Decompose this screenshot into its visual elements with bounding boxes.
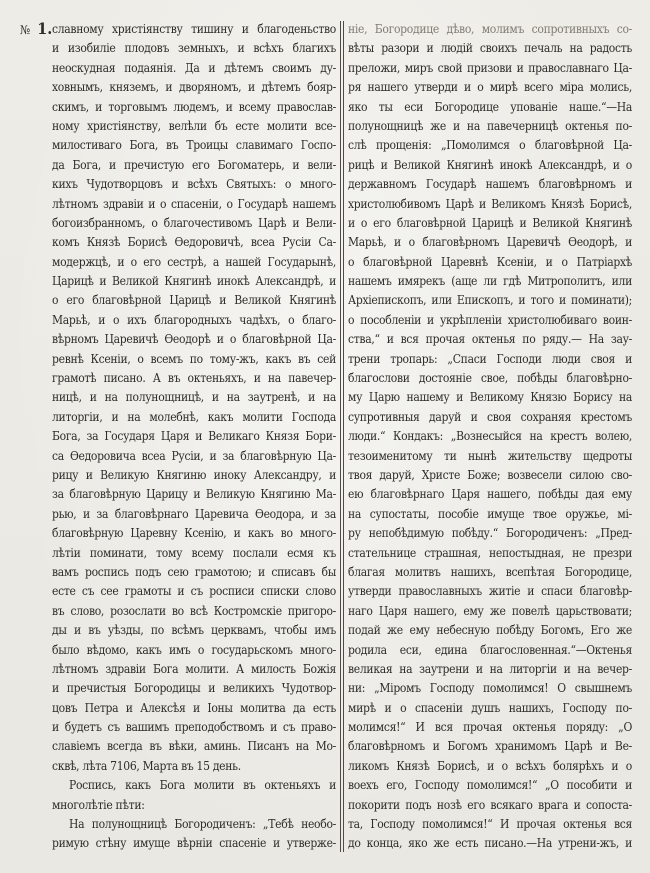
text-line: Марьѣ, и о благовѣрномъ Царевичѣ Ѳеодорѣ, и [348,235,632,250]
text-line: вѣты разори и людій своихъ печаль на радость [348,41,632,56]
text-line: покорити подъ нозѣ его всякаго врага и сопоста- [348,797,632,812]
text-line: На полунощницѣ Богородиченъ: „Тебѣ необо- [69,817,336,832]
text-line: лѣтномъ здравіи и о спасеніи, о Государѣ нашемъ [52,196,336,211]
text-line: до конца, яко же есть писано.—На утрени-жъ, и [348,836,632,851]
text-line: ру непобѣдимую побѣду.“ Богородиченъ: „Пред- [348,526,632,541]
text-line: грамотѣ писано. А въ октеньяхъ, и на павечер- [52,371,336,386]
text-line: супротивныя даруй и своя сохраняя крестомъ [348,409,632,424]
text-line: воехъ его, Господу помолимся!“ „О пособити и [348,778,632,793]
text-line: ни: „Міромъ Господу помолимся! О свышнемъ [348,681,632,696]
text-line: ликомъ Князѣ Борисѣ, и о всѣхъ болярѣхъ и о [348,758,632,773]
text-line: комъ Князѣ Борисѣ Ѳедоровичѣ, всеа Русіи Са- [52,235,336,250]
text-line: ховнымъ, княземъ, и дворяномъ, и дѣтемъ бояр- [52,80,336,95]
text-line: и о его благовѣрной Царицѣ и Великой Княгинѣ [348,215,632,230]
text-line: твоя даруй, Христе Боже; возвесели силою сво- [348,467,632,482]
text-line: за благовѣрную Царицу и Великую Княгиню Ма- [52,487,336,502]
text-line: и будетъ съ вашимъ преподобствомъ и съ право- [52,720,336,735]
text-line: благослови достояніе свое, побѣды благовѣрно- [348,371,632,386]
text-line: ею благовѣрнаго Царя нашего, побѣды дая ему [348,487,632,502]
text-line: молимся!“ И вся прочая октенья поряду: „О [348,720,632,735]
text-line: лѣтномъ здравіи Бога молити. А милость Божія [52,661,336,676]
text-line: подай же ему небесную побѣду Богомъ, Его же [348,623,632,638]
text-line: богоизбранномъ, о благочестивомъ Царѣ и Вели- [52,215,336,230]
text-line: славіемъ всегда въ вѣки, аминь. Писанъ на Мо- [52,739,336,754]
text-line: державномъ Государѣ нашемъ благовѣрномъ и [348,177,632,192]
text-line: о пособленіи и укрѣпленіи христолюбиваго воин- [348,312,632,327]
text-line: нашемъ имярекъ (аще ли гдѣ Митрополитъ, или [348,274,632,289]
text-line: вамъ роспись подъ сею грамотою; и списавъ бы [52,564,336,579]
text-line: кихъ Чудотворцовъ и всѣхъ Святыхъ: о много- [52,177,336,192]
text-line: и изобиліе плодовъ земныхъ, и всѣхъ благихъ [52,41,336,56]
text-line: утверди православныхъ житіе и спаси благовѣр- [348,584,632,599]
text-line: благовѣрномъ и Богомъ хранимомъ Царѣ и Ве- [348,739,632,754]
text-line: скимъ, и торговымъ людемъ, и всему православ- [52,99,336,114]
text-line: славному христіянству тишину и благоденьство [52,22,336,36]
text-line: Царицѣ и Великой Княгинѣ инокѣ Александрѣ, и [52,274,336,289]
text-line: рью, и за благовѣрнаго Царевича Ѳеодора, и за [52,506,336,521]
text-line: са Ѳедоровича всеа Русіи, и за благовѣрную Ца- [52,448,336,463]
text-line: ды и въ уѣзды, по всѣмъ церквамъ, чтобы имъ [52,623,336,638]
text-line: цовъ Петра и Алексѣя и Іоны молитва да есть [52,700,336,715]
text-line: Роспись, какъ Бога молити въ октеньяхъ и [69,778,336,793]
text-line: стательнице страшная, непостыдная, не презри [348,545,632,560]
text-line: ніе, Богородице дѣво, молимъ сопротивныхъ со- [348,22,632,36]
text-line: было вѣдомо, какъ имъ о государьскомъ много- [52,642,336,657]
numero-sign: № [20,23,31,37]
text-line: Марьѣ, и о ихъ благородныхъ чадѣхъ, о благо- [52,312,336,327]
text-line: многолѣтіе пѣти: [52,797,145,812]
text-line: му Царю нашему и Великому Князю Борису на [348,390,632,405]
text-line: родила еси, едина благословенная.“—Октенья [348,642,632,657]
text-line: вѣрномъ Царевичѣ Ѳеодорѣ и о благовѣрной Ца- [52,332,336,347]
right-text-column [348,20,632,854]
text-line: о благовѣрной Царевнѣ Ксеніи, и о Патріархѣ [348,254,632,269]
column-divider-double-rule [340,21,344,852]
text-line: есте съ сее грамоты и съ росписи списки слово [52,584,336,599]
text-line: ницѣ, и на полунощницѣ, и на заутренѣ, и на [52,390,336,405]
text-line: христолюбивомъ Царѣ и Великомъ Князѣ Борисѣ, [348,196,632,211]
text-line: благая молитвъ нашихъ, всепѣтая Богородице, [348,564,632,579]
text-line: на супостаты, пособіе имуще твое оружье, мі- [348,506,632,521]
text-line: благовѣрную Царевну Ксенію, и какъ во много- [52,526,336,541]
text-line: трени тропарь: „Спаси Господи люди своя и [348,351,632,366]
text-line: ря нашего утверди и о мирѣ всего міра молись, [348,80,632,95]
text-line: да Бога, и пречистую его Богоматерь, и вели- [52,157,336,172]
text-line: слѣ прощенія: „Помолимся о благовѣрной Ца- [348,138,632,153]
text-line: модержцѣ, и о его сестрѣ, а нашей Государынѣ, [52,254,336,269]
text-line: ному христіянству, велѣли бъ есте молити все- [52,118,336,133]
text-line: яко ты еси Богородице упованіе наше.“—На [348,99,632,114]
text-line: о его благовѣрной Царицѣ и Великой Княгинѣ [52,293,336,308]
text-line: милостиваго Бога, въ Троицы славимаго Госпо- [52,138,336,153]
text-line: римую стѣну имуще вѣрніи спасеніе и утверже- [52,836,336,851]
document-number-label [20,19,52,38]
text-line: та, Господу помолимся!“ И прочая октенья вся [348,817,632,832]
text-line: тезоименитому ти нынѣ жительству щедроты [348,448,632,463]
text-line: литоргіи, и на молебнѣ, какъ молити Господа [52,409,336,424]
text-line: великая на заутрени и на литоргіи и на вечер- [348,661,632,676]
text-line: неоскудная подаянія. Да и дѣтемъ своимъ ду- [52,60,336,75]
two-column-text-block [52,20,632,854]
text-line: мирѣ и о спасеніи душъ нашихъ, Господу по- [348,700,632,715]
text-line: и пречистыя Богородицы и великихъ Чудотвор- [52,681,336,696]
text-line: ства,“ и вся прочая октенья по ряду.— На зау- [348,332,632,347]
text-line: рицѣ и Великой Княгинѣ инокѣ Александрѣ, и о [348,157,632,172]
text-line: наго Царя нашего, ему же повелѣ царьствовати; [348,603,632,618]
left-text-column [52,20,336,854]
text-line: люди.“ Кондакъ: „Вознесыйся на крестъ волею, [348,429,632,444]
text-line: полунощницѣ же и на павечерницѣ октенья по- [348,118,632,133]
text-line: въ слово, розослати во всѣ Костромскіе пригоро- [52,603,336,618]
text-line: преложи, миръ свой призови и православнаго Ца- [348,60,632,75]
text-line: лѣтіи поминати, тому всему послали есмя къ [52,545,336,560]
text-line: Бога, за Государя Царя и Великаго Князя Бори- [52,429,336,444]
text-line: ревнѣ Ксеніи, о всемъ по тому-жъ, какъ въ сей [52,351,336,366]
text-line: рицу и Великую Княгиню иноку Александру, и [52,467,336,482]
text-line: сквѣ, лѣта 7106, Марта въ 15 день. [52,758,241,773]
document-number-value: 1. [37,19,53,38]
text-line: Архіепископъ, или Епископъ, и того и поминати); [348,293,632,308]
